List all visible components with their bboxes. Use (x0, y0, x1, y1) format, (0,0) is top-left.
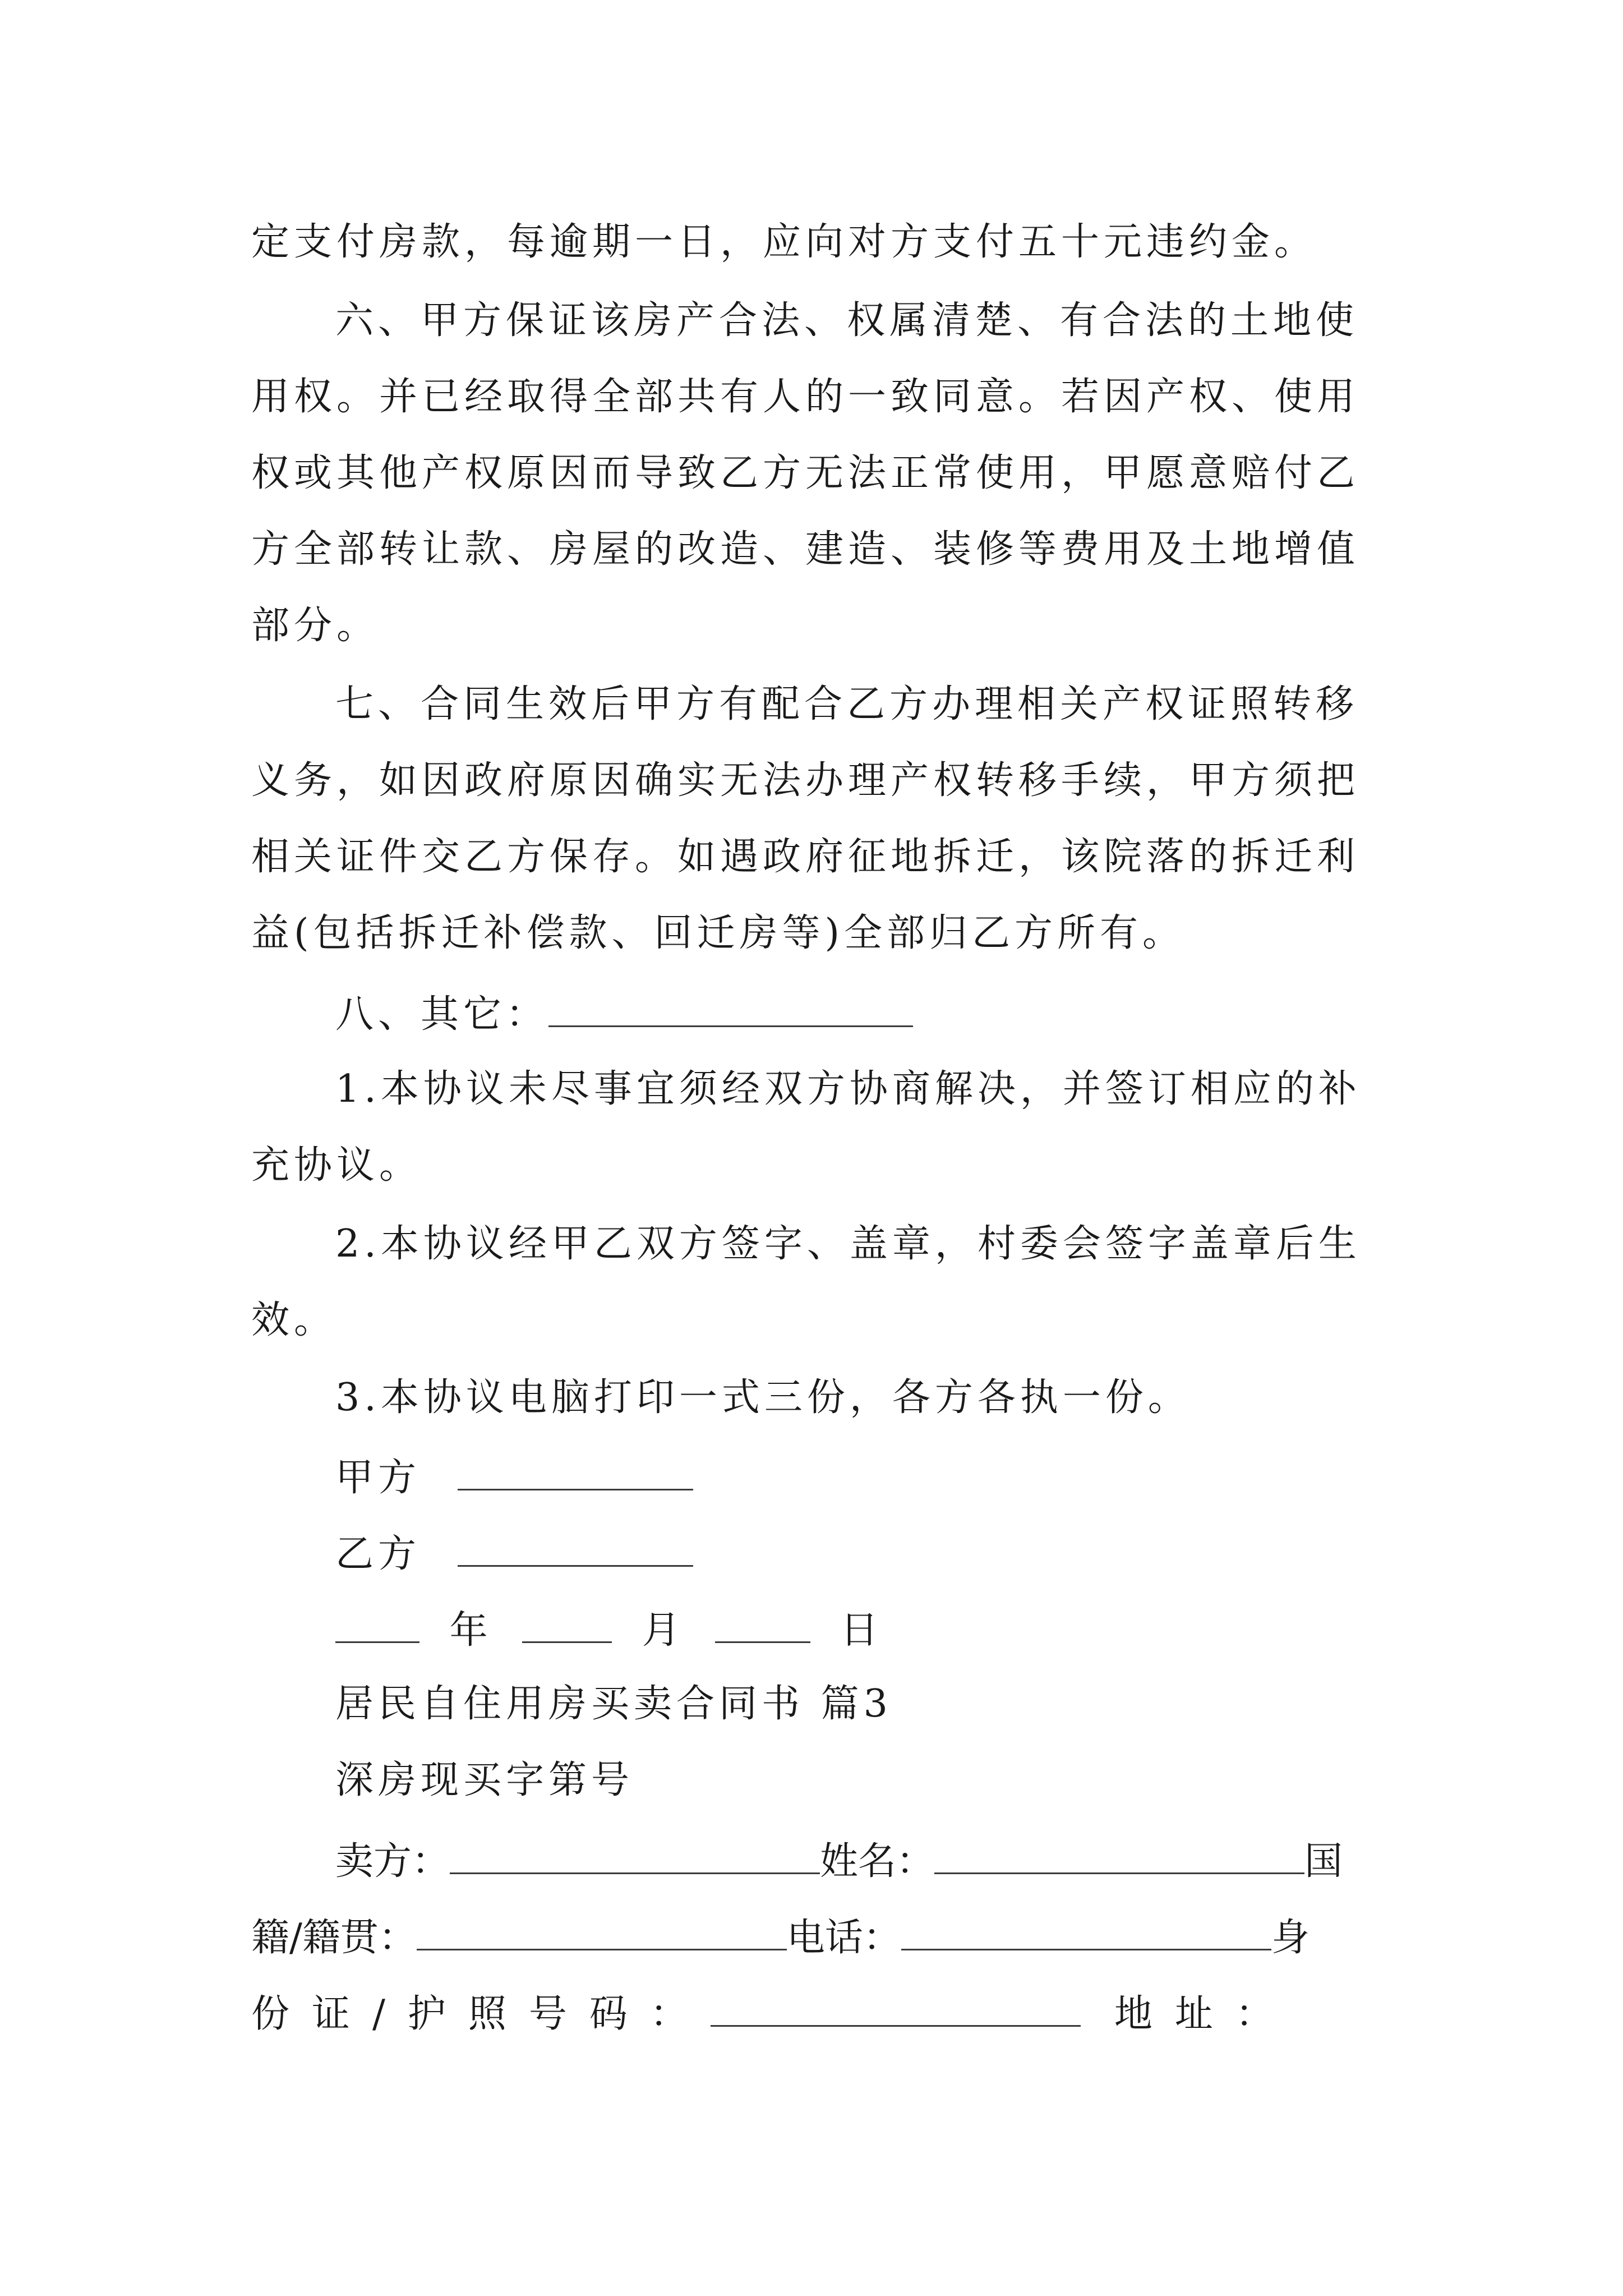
nationality-label-start: 国 (1304, 1839, 1343, 1884)
nationality-label: 籍/籍贯： (251, 1916, 417, 1960)
paragraph-line: 益(包括拆迁补偿款、回迁房等)全部归乙方所有。 (251, 911, 1186, 955)
phone-label: 电话： (786, 1916, 901, 1960)
party-a-line (335, 1456, 1468, 1500)
paragraph-line: 七、合同生效后甲方有配合乙方办理相关产权证照转移 (335, 682, 1359, 726)
nationality-line (251, 1916, 1384, 1960)
section-title: 居民自住用房买卖合同书 篇3 (335, 1682, 892, 1726)
id-label-start: 身 (1271, 1916, 1310, 1960)
phone-blank (901, 1916, 1271, 1950)
seller-blank (450, 1840, 820, 1874)
party-b-line (335, 1532, 1468, 1576)
paragraph-line: 部分。 (251, 604, 380, 648)
paragraph-line: 六、甲方保证该房产合法、权属清楚、有合法的土地使 (335, 298, 1359, 343)
day-blank (715, 1609, 810, 1643)
name-blank (934, 1840, 1304, 1874)
name-label: 姓名： (820, 1839, 935, 1884)
paragraph-line: 1.本协议未尽事宜须经双方协商解决，并签订相应的补 (335, 1067, 1361, 1111)
date-line (335, 1608, 1468, 1653)
id-label: 份证/护照号码： (251, 1992, 711, 2036)
paragraph-line: 用权。并已经取得全部共有人的一致同意。若因产权、使用 (251, 375, 1360, 419)
id-blank (711, 1993, 1081, 2027)
year-label: 年 (449, 1608, 492, 1653)
id-line (251, 1992, 1384, 2036)
seller-label: 卖方： (335, 1839, 450, 1884)
paragraph-line: 义务，如因政府原因确实无法办理产权转移手续，甲方须把 (251, 758, 1360, 803)
year-blank (335, 1609, 419, 1643)
paragraph-line: 效。 (251, 1298, 337, 1342)
paragraph-line: 充协议。 (251, 1143, 422, 1188)
address-label: 地址： (1114, 1992, 1296, 2036)
day-label: 日 (840, 1608, 883, 1653)
paragraph-line: 2.本协议经甲乙双方签字、盖章，村委会签字盖章后生 (335, 1222, 1361, 1266)
other-terms-label: 八、其它： (335, 992, 549, 1037)
party-a-blank (458, 1456, 693, 1490)
nationality-blank (417, 1916, 787, 1950)
paragraph-line: 方全部转让款、房屋的改造、建造、装修等费用及土地增值 (251, 527, 1360, 572)
document-number: 深房现买字第号 (335, 1758, 634, 1802)
paragraph-line: 定支付房款，每逾期一日，应向对方支付五十元违约金。 (251, 220, 1317, 264)
seller-line (335, 1839, 1384, 1884)
party-a-label: 甲方 (335, 1456, 421, 1500)
month-label: 月 (642, 1608, 685, 1653)
other-terms-blank (548, 993, 913, 1027)
party-b-label: 乙方 (335, 1532, 421, 1576)
party-b-blank (458, 1533, 693, 1567)
paragraph-line: 相关证件交乙方保存。如遇政府征地拆迁，该院落的拆迁利 (251, 835, 1360, 879)
paragraph-line: 权或其他产权原因而导致乙方无法正常使用，甲愿意赔付乙 (251, 451, 1360, 495)
paragraph-line: 3.本协议电脑打印一式三份，各方各执一份。 (335, 1375, 1191, 1420)
month-blank (522, 1609, 612, 1643)
other-terms-line (335, 992, 1468, 1037)
